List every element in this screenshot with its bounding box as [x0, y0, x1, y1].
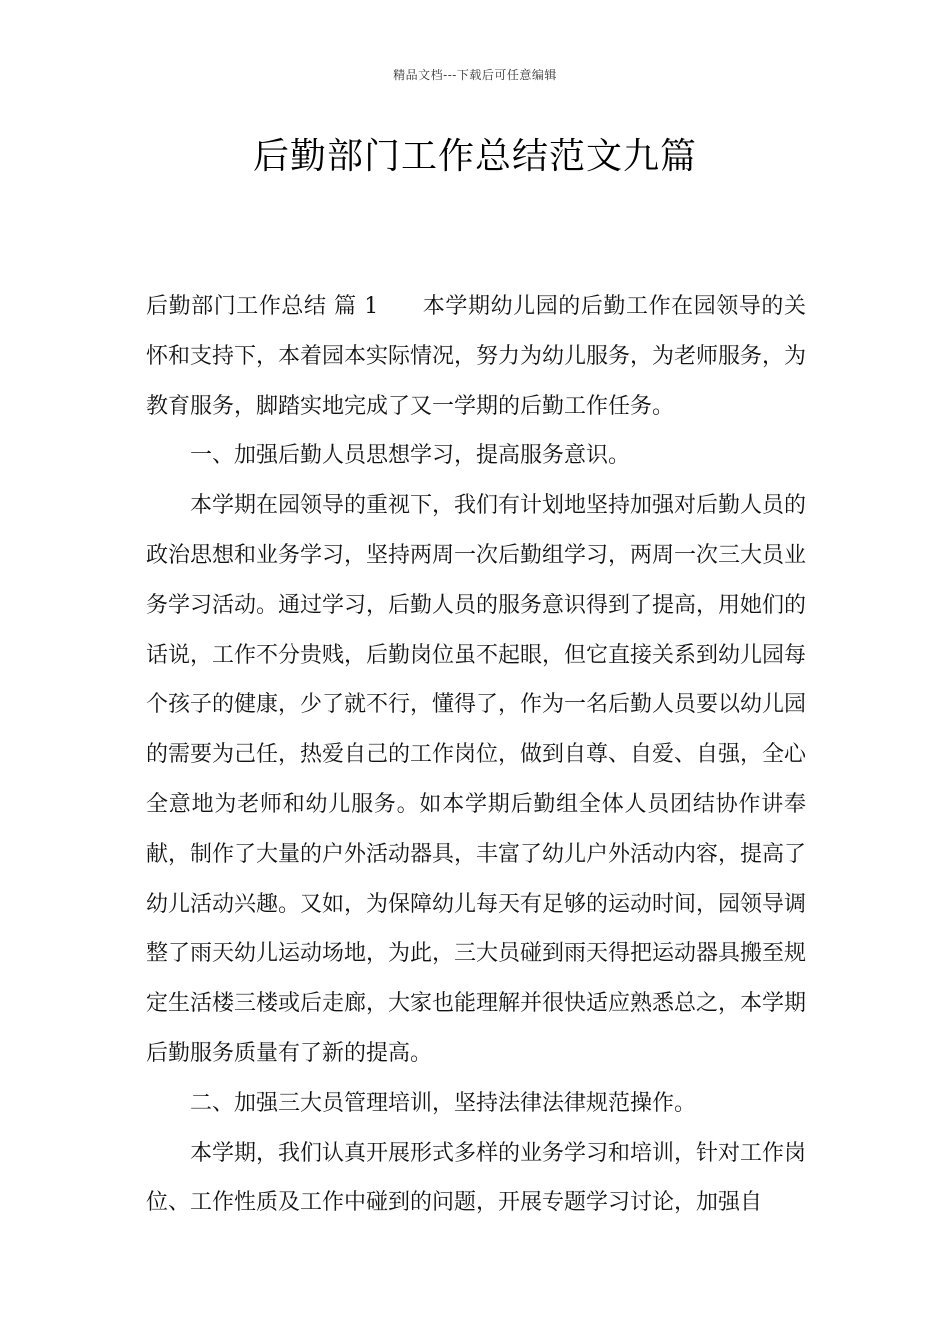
- paragraph-text: 本学期，我们认真开展形式多样的业务学习和培训，针对工作岗位、工作性质及工作中碰到的问题，开展专题学习讨论，加强自: [146, 1140, 807, 1216]
- paragraph-text: 本学期幼儿园的后勤工作在园领导的关怀和支持下，本着园本实际情况，努力为幼儿服务，为老师服务，为教育服务，脚踏实地完成了又一学期的后勤工作任务。: [146, 294, 807, 419]
- header-note: 精品文档---下载后可任意编辑: [393, 68, 557, 82]
- document-body: [146, 282, 806, 1228]
- section-heading-1: 一、加强后勤人员思想学习，提高服务意识。: [190, 443, 631, 469]
- document-title: 后勤部门工作总结范文九篇: [252, 136, 697, 177]
- paragraph-intro: [146, 282, 806, 431]
- section-heading-2: 二、加强三大员管理培训，坚持法律法律规范操作。: [190, 1090, 697, 1116]
- paragraph-text: 本学期在园领导的重视下，我们有计划地坚持加强对后勤人员的政治思想和业务学习，坚持两周一次后勤组学习，两周一次三大员业务学习活动。通过学习，后勤人员的服务意识得到了提高，用她们的话说，工作不分贵贱，后勤岗位虽不起眼，但它直接关系到幼儿园每个孩子的健康，少了就不行，懂得了，作为一名后勤人员要以幼儿园的需要为己任，热爱自己的工作岗位，做到自尊、自爱、自强，全心全意地为老师和幼儿服务。如本学期后勤组全体人员团结协作讲奉献，制作了大量的户外活动器具，丰富了幼儿户外活动内容，提高了幼儿活动兴趣。又如，为保障幼儿每天有足够的运动时间，园领导调整了雨天幼儿运动场地，为此，三大员碰到雨天得把运动器具搬至规定生活楼三楼或后走廊，大家也能理解并很快适应熟悉总之，本学期后勤服务质量有了新的提高。: [146, 493, 807, 1066]
- section-label: 后勤部门工作总结 篇 1: [146, 294, 379, 319]
